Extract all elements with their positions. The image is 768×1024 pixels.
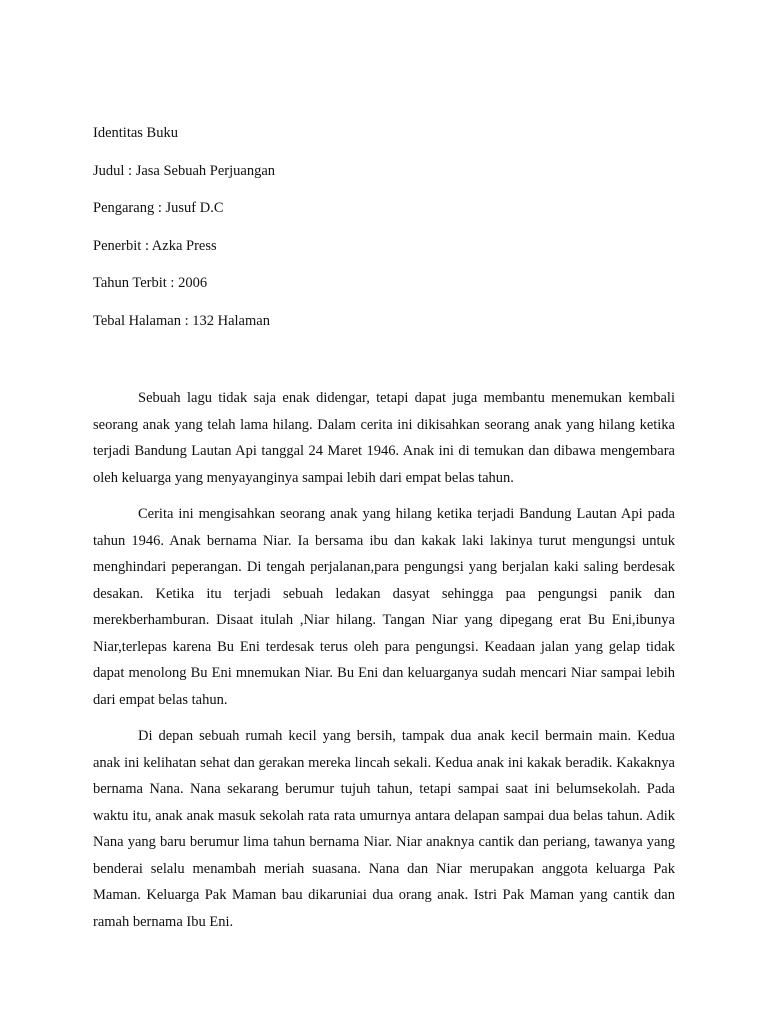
paragraph-1: Sebuah lagu tidak saja enak didengar, tetapi dapat juga membantu menemukan kembali seorang anak yang telah lama hilang. Dalam cerita ini dikisahkan seorang anak yang hilang ketika terjadi Bandung Lautan Api tanggal 24 Maret 1946. Anak ini di temukan dan dibawa mengembara oleh keluarga yang menyayanginya sampai lebih dari empat belas tahun. — [93, 390, 675, 486]
paragraph-2: Cerita ini mengisahkan seorang anak yang hilang ketika terjadi Bandung Lautan Api pada tahun 1946. Anak bernama Niar. Ia bersama ibu dan kakak laki lakinya turut mengungsi untuk menghindari peperangan. Di tengah perjalanan,para pengungsi yang berjalan kaki saling berdesak desakan. Ketika itu terjadi sebuah ledakan dasyat sehingga paa pengungsi panik dan merekberhamburan. Disaat itulah ,Niar hilang. Tangan Niar yang dipegang erat Bu Eni,ibunya Niar,terlepas karena Bu Eni terdesak terus oleh para pengungsi. Keadaan jalan yang gelap tidak dapat menolong Bu Eni mnemukan Niar. Bu Eni dan keluarganya sudah mencari Niar sampai lebih dari empat belas tahun. — [93, 506, 675, 708]
identity-title: Judul : Jasa Sebuah Perjuangan — [93, 162, 276, 179]
book-identity-section — [93, 124, 693, 349]
identity-year: Tahun Terbit : 2006 — [93, 275, 208, 291]
identity-publisher: Penerbit : Azka Press — [93, 237, 217, 254]
identity-page-count: Tebal Halaman : 132 Halaman — [93, 312, 270, 329]
identity-heading: Identitas Buku — [93, 125, 178, 141]
identity-author: Pengarang : Jusuf D.C — [93, 200, 224, 216]
paragraph-3: Di depan sebuah rumah kecil yang bersih, tampak dua anak kecil bermain main. Kedua anak ini kelihatan sehat dan gerakan mereka lincah sekali. Kedua anak ini kakak beradik. Kakaknya bernama Nana. Nana sekarang berumur tujuh tahun, tetapi sampai saat ini belumsekolah. Pada waktu itu, anak anak masuk sekolah rata rata umurnya antara delapan sampai dua belas tahun. Adik Nana yang baru berumur lima tahun bernama Niar. Niar anaknya cantik dan periang, tawanya yang benderai selalu menambah meriah suasana. Nana dan Niar merupakan anggota keluarga Pak Maman. Keluarga Pak Maman bau dikaruniai dua orang anak. Istri Pak Maman yang cantik dan ramah bernama Ibu Eni. — [93, 728, 675, 930]
story-body — [93, 385, 675, 945]
